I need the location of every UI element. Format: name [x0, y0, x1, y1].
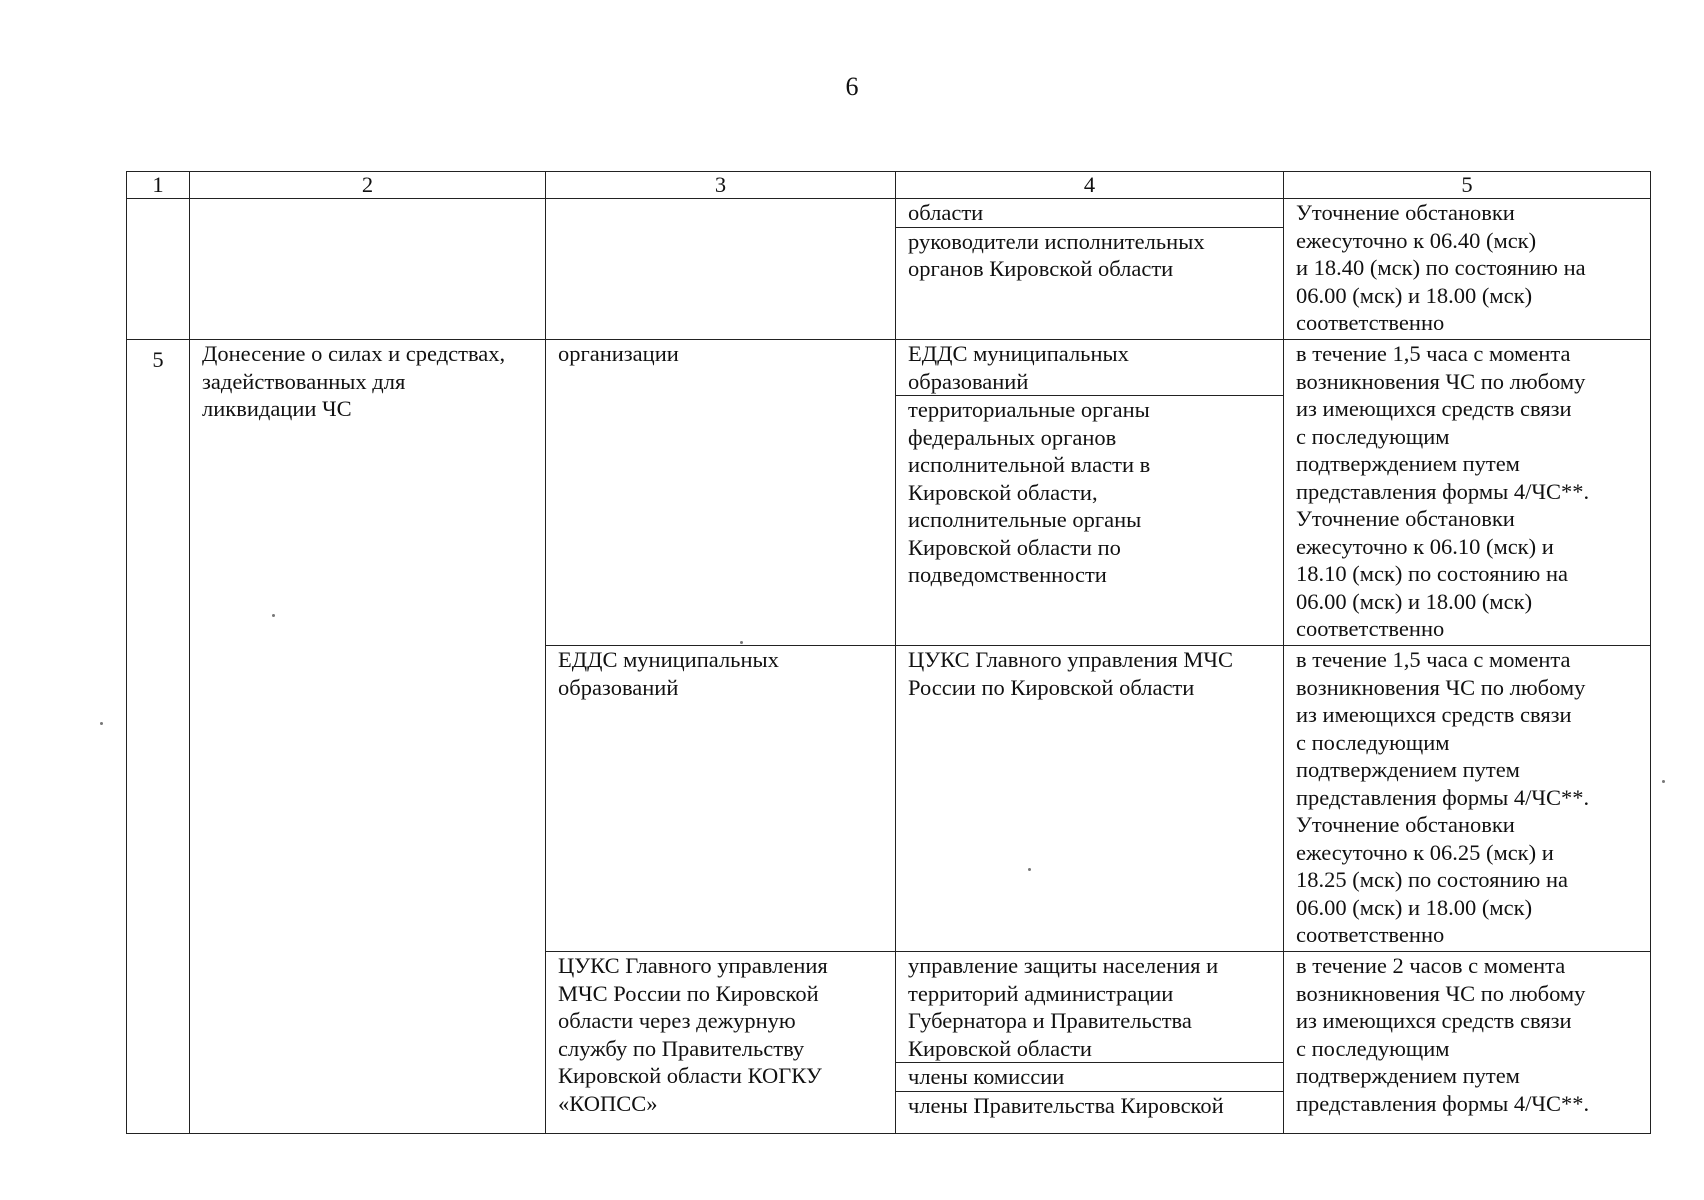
continuation-num-cell — [127, 199, 190, 340]
timing-cell: в течение 1,5 часа с момента возникновения ЧС по любому из имеющихся средств связи с последующим подтверждением путем представления формы 4/ЧС**. Уточнение обстановки ежесуточно к 06.10 (мск) и 18.10 (мск) по состоянию на 06.00 (мск) и 18.00 (мск) соответственно — [1284, 340, 1651, 646]
column-number-1: 1 — [127, 172, 190, 199]
recipient-entry: члены Правительства Кировской — [896, 1091, 1283, 1120]
row-5-number: 5 — [127, 340, 190, 1134]
scan-speck — [1028, 868, 1031, 871]
scan-speck — [100, 722, 103, 725]
continuation-description-cell — [190, 199, 546, 340]
column-number-3: 3 — [546, 172, 896, 199]
column-number-row — [127, 172, 1651, 199]
sender-cell: организации — [546, 340, 896, 646]
recipients-cell — [896, 952, 1284, 1134]
recipient-entry: члены комиссии — [896, 1062, 1283, 1091]
recipient-entry: территориальные органы федеральных органов исполнительной власти в Кировской области, исполнительные органы Кировской области по подведомственности — [896, 395, 1283, 589]
scan-speck — [740, 641, 743, 644]
continuation-recipients-cell — [896, 199, 1284, 340]
recipients-cell: ЦУКС Главного управления МЧС России по Кировской области — [896, 646, 1284, 952]
timing-cell: в течение 1,5 часа с момента возникновения ЧС по любому из имеющихся средств связи с последующим подтверждением путем представления формы 4/ЧС**. Уточнение обстановки ежесуточно к 06.25 (мск) и 18.25 (мск) по состоянию на 06.00 (мск) и 18.00 (мск) соответственно — [1284, 646, 1651, 952]
recipient-entry: области — [908, 200, 984, 225]
sender-cell: ЦУКС Главного управления МЧС России по Кировской области через дежурную службу по Правительству Кировской области КОГКУ «КОПСС» — [546, 952, 896, 1134]
recipient-entry: управление защиты населения и территорий администрации Губернатора и Правительства Кировской области — [908, 953, 1219, 1061]
recipients-cell — [896, 340, 1284, 646]
row-5-description: Донесение о силах и средствах, задействованных для ликвидации ЧС — [190, 340, 546, 1134]
recipient-entry: ЕДДС муниципальных образований — [908, 341, 1129, 394]
sender-cell: ЕДДС муниципальных образований — [546, 646, 896, 952]
continuation-timing-cell: Уточнение обстановки ежесуточно к 06.40 (мск) и 18.40 (мск) по состоянию на 06.00 (мск) и 18.00 (мск) соответственно — [1284, 199, 1651, 340]
column-number-5: 5 — [1284, 172, 1651, 199]
column-number-2: 2 — [190, 172, 546, 199]
continuation-sender-cell — [546, 199, 896, 340]
timing-cell: в течение 2 часов с момента возникновения ЧС по любому из имеющихся средств связи с последующим подтверждением путем представления формы 4/ЧС**. — [1284, 952, 1651, 1134]
page-number: 6 — [845, 72, 859, 101]
recipient-entry: руководители исполнительных органов Кировской области — [896, 227, 1283, 283]
row-5-organizations — [127, 340, 1651, 646]
reporting-table — [126, 171, 1651, 1134]
scan-speck — [272, 614, 275, 617]
scan-speck — [1662, 780, 1665, 783]
column-number-4: 4 — [896, 172, 1284, 199]
continuation-row — [127, 199, 1651, 340]
